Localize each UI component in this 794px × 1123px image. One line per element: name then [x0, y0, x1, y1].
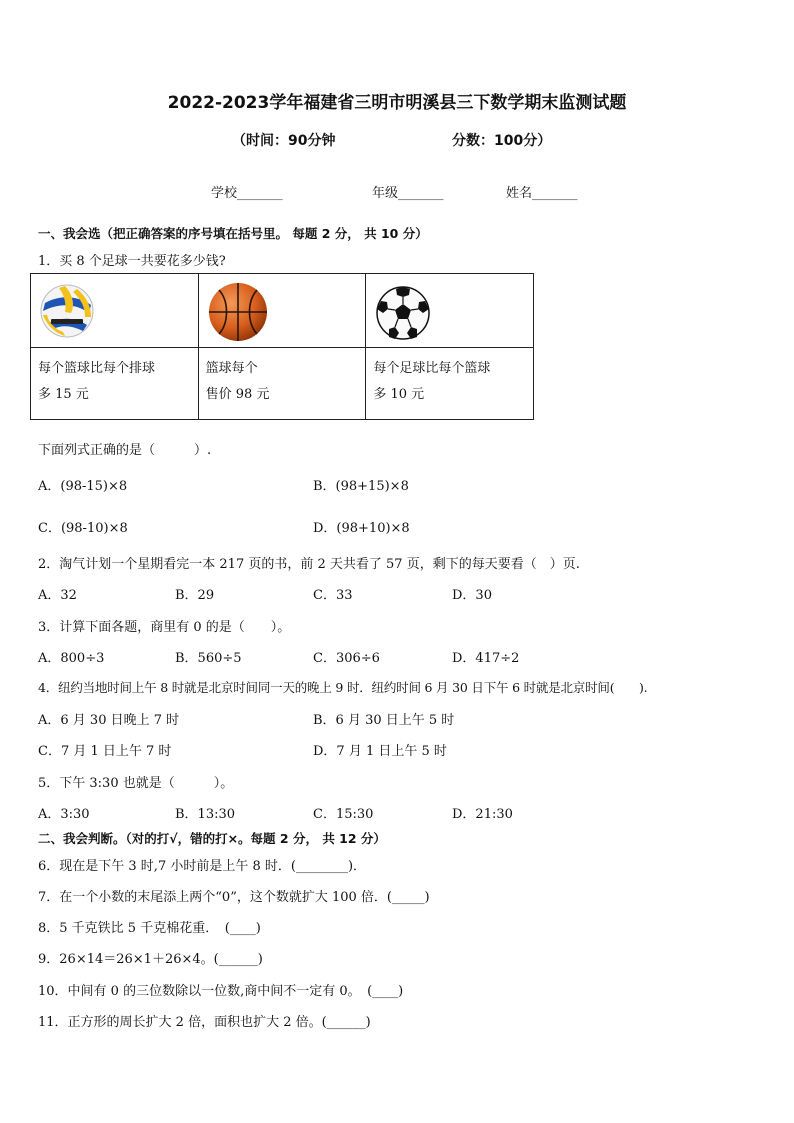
- table-cell: [198, 274, 366, 348]
- option-b: B．560÷5: [175, 651, 242, 666]
- option-b: B．29: [175, 588, 215, 603]
- option-a: A．6 月 30 日晚上 7 时: [38, 713, 180, 728]
- option-a: A．(98-15)×8: [38, 479, 128, 494]
- option-b: B．(98+15)×8: [313, 479, 409, 494]
- cell-text: 多 15 元: [38, 387, 89, 402]
- school-field: 学校_______: [211, 186, 283, 201]
- option-c: C．15:30: [313, 807, 374, 822]
- page-title: 2022-2023学年福建省三明市明溪县三下数学期末监测试题: [167, 93, 627, 113]
- question-8: 8．5 千克铁比 5 千克棉花重． (____): [38, 921, 261, 936]
- option-a: A．3:30: [38, 807, 90, 822]
- table-cell: [366, 348, 534, 420]
- grade-field: 年级_______: [372, 186, 444, 201]
- cell-text: 每个足球比每个篮球: [373, 361, 491, 376]
- table-cell: [198, 348, 366, 420]
- option-c: C．(98-10)×8: [38, 521, 128, 536]
- price-table: [30, 273, 534, 420]
- exam-score: 分数：100分）: [452, 133, 552, 149]
- question-7: 7．在一个小数的末尾添上两个“0”，这个数就扩大 100 倍．(_____): [38, 890, 430, 905]
- section-1-heading: 一、我会选（把正确答案的序号填在括号里。 每题 2 分， 共 10 分）: [38, 226, 428, 241]
- question-1-prompt: 下面列式正确的是（ ）.: [38, 443, 212, 458]
- question-9: 9．26×14＝26×1＋26×4。(______): [38, 952, 263, 967]
- cell-text: 售价 98 元: [205, 387, 270, 402]
- question-10: 10．中间有 0 的三位数除以一位数,商中间不一定有 0。 (____): [38, 984, 404, 999]
- option-d: D．30: [452, 588, 492, 603]
- option-d: D．(98+10)×8: [313, 521, 410, 536]
- option-c: C．7 月 1 日上午 7 时: [38, 744, 172, 759]
- question-5-stem: 5．下午 3:30 也就是（ ）。: [38, 776, 234, 791]
- option-d: D．7 月 1 日上午 5 时: [313, 744, 447, 759]
- option-a: A．32: [38, 588, 77, 603]
- option-d: D．417÷2: [452, 651, 520, 666]
- option-c: C．33: [313, 588, 353, 603]
- option-b: B．13:30: [175, 807, 236, 822]
- option-b: B．6 月 30 日上午 5 时: [313, 713, 455, 728]
- table-cell: [31, 274, 199, 348]
- table-cell: [31, 348, 199, 420]
- basketball-icon: [207, 281, 269, 343]
- question-11: 11．正方形的周长扩大 2 倍，面积也扩大 2 倍。(______): [38, 1015, 371, 1030]
- cell-text: 多 10 元: [373, 387, 425, 402]
- option-a: A．800÷3: [38, 651, 105, 666]
- question-2-stem: 2．淘气计划一个星期看完一本 217 页的书，前 2 天共看了 57 页，剩下的每天要看（ ）页.: [38, 557, 580, 572]
- exam-time: （时间：90分钟: [232, 133, 336, 149]
- question-4-stem: 4．纽约当地时间上午 8 时就是北京时间同一天的晚上 9 时．纽约时间 6 月 30 日下午 6 时就是北京时间( ).: [38, 680, 648, 695]
- question-1-stem: 1．买 8 个足球一共要花多少钱?: [38, 254, 226, 269]
- section-2-heading: 二、我会判断。（对的打√，错的打×。每题 2 分， 共 12 分）: [38, 831, 386, 846]
- option-d: D．21:30: [452, 807, 513, 822]
- volleyball-icon: [39, 283, 95, 339]
- cell-text: 每个篮球比每个排球: [38, 361, 156, 376]
- question-3-stem: 3．计算下面各题，商里有 0 的是（ ）。: [38, 620, 291, 635]
- cell-text: 篮球每个: [205, 361, 258, 376]
- table-cell: [366, 274, 534, 348]
- question-6: 6．现在是下午 3 时,7 小时前是上午 8 时．(________)．: [38, 859, 367, 874]
- name-field: 姓名_______: [506, 186, 578, 201]
- soccer-ball-icon: [375, 285, 431, 341]
- option-c: C．306÷6: [313, 651, 380, 666]
